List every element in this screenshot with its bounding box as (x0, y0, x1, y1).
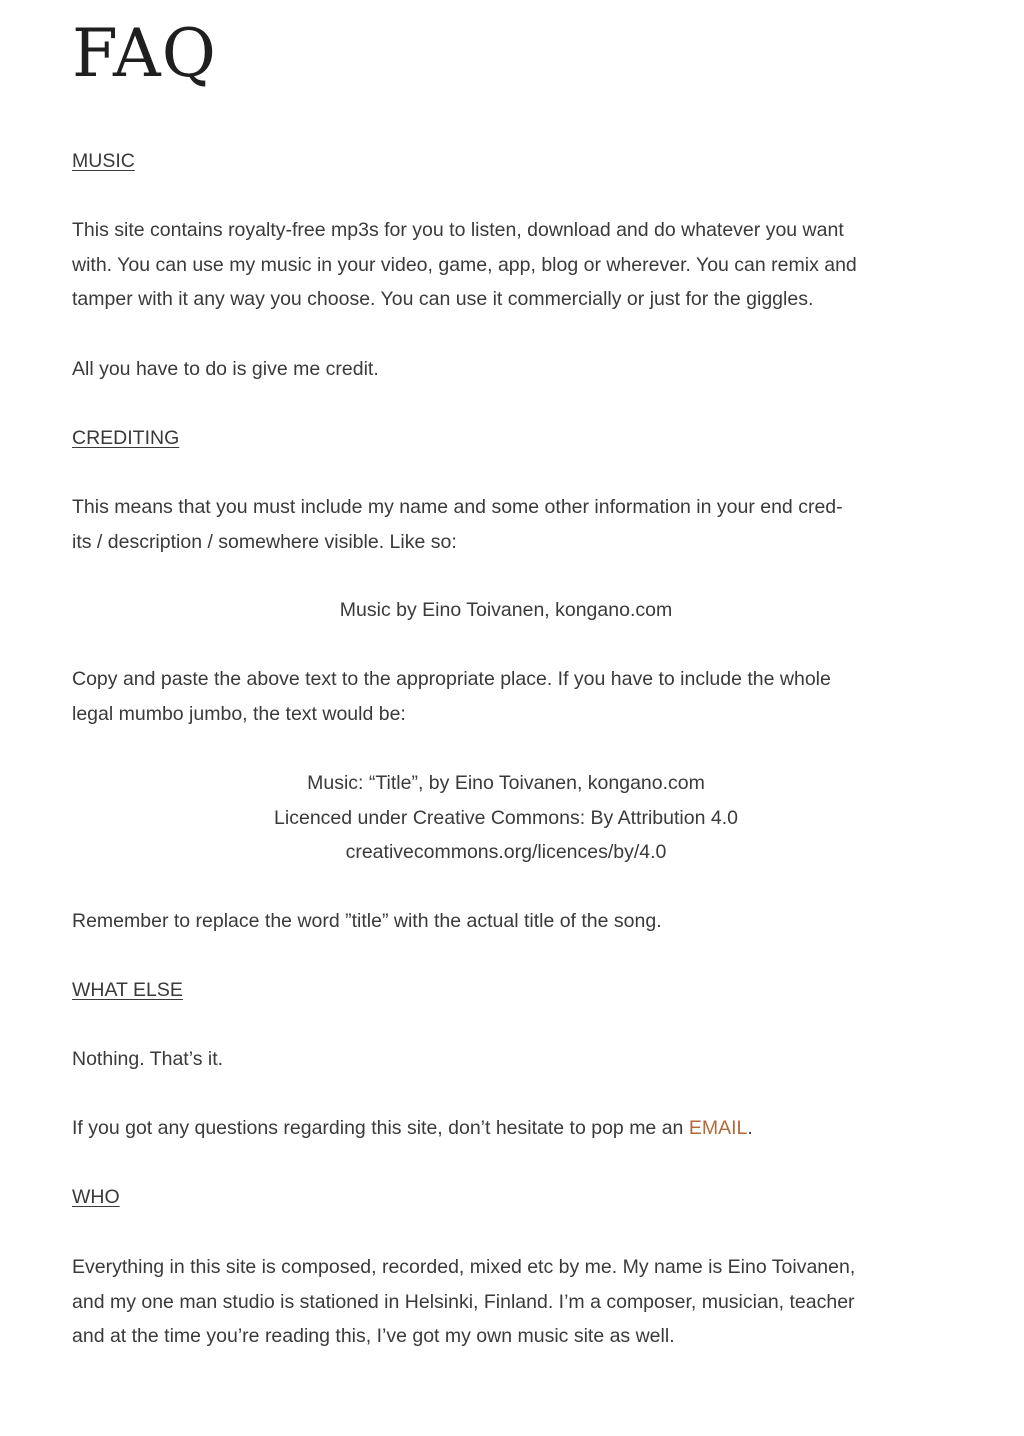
nothing-text: Nothing. That’s it. (72, 1048, 224, 1070)
credit-example-long (72, 766, 940, 870)
copy-paste-paragraph (72, 662, 952, 731)
heading-music: MUSIC (72, 150, 135, 172)
crediting-paragraph (72, 490, 952, 559)
credit-line: Licenced under Creative Commons: By Attribution 4.0 (274, 806, 738, 829)
text-line: legal mumbo jumbo, the text would be: (72, 702, 406, 725)
replace-title-note: Remember to replace the word ”title” with the actual title of the song. (72, 910, 662, 932)
contact-text: If you got any questions regarding this site, don’t hesitate to pop me an (72, 1117, 689, 1139)
text-line: with. You can use my music in your video, game, app, blog or wherever. You can remix and (72, 253, 857, 276)
text-line: and at the time you’re reading this, I’ve got my own music site as well. (72, 1325, 675, 1347)
credit-requirement-text: All you have to do is give me credit. (72, 358, 379, 380)
who-paragraph (72, 1250, 952, 1354)
heading-who: WHO (72, 1186, 120, 1208)
text-line: Everything in this site is composed, recorded, mixed etc by me. My name is Eino Toivanen, (72, 1256, 856, 1278)
contact-paragraph (72, 1111, 952, 1146)
heading-crediting: CREDITING (72, 427, 180, 449)
credit-example-short: Music by Eino Toivanen, kongano.com (339, 599, 673, 621)
text-line: tamper with it any way you choose. You can use it commercially or just for the giggles. (72, 288, 814, 310)
page-title: FAQ (72, 15, 217, 92)
heading-what-else: WHAT ELSE (72, 979, 183, 1001)
contact-period: . (747, 1117, 753, 1139)
credit-line: creativecommons.org/licences/by/4.0 (345, 841, 667, 863)
credit-line: Music: “Title”, by Eino Toivanen, kongano.com (307, 772, 705, 794)
text-line: This means that you must include my name and some other information in your end cred- (72, 496, 843, 518)
email-link[interactable]: EMAIL (688, 1117, 748, 1139)
music-paragraph (72, 213, 952, 317)
text-line: This site contains royalty-free mp3s for you to listen, download and do whatever you want (72, 219, 844, 241)
text-line: its / description / somewhere visible. Like so: (72, 530, 457, 553)
text-line: Copy and paste the above text to the appropriate place. If you have to include the whole (72, 668, 831, 690)
text-line: and my one man studio is stationed in Helsinki, Finland. I’m a composer, musician, teacher (72, 1290, 855, 1313)
